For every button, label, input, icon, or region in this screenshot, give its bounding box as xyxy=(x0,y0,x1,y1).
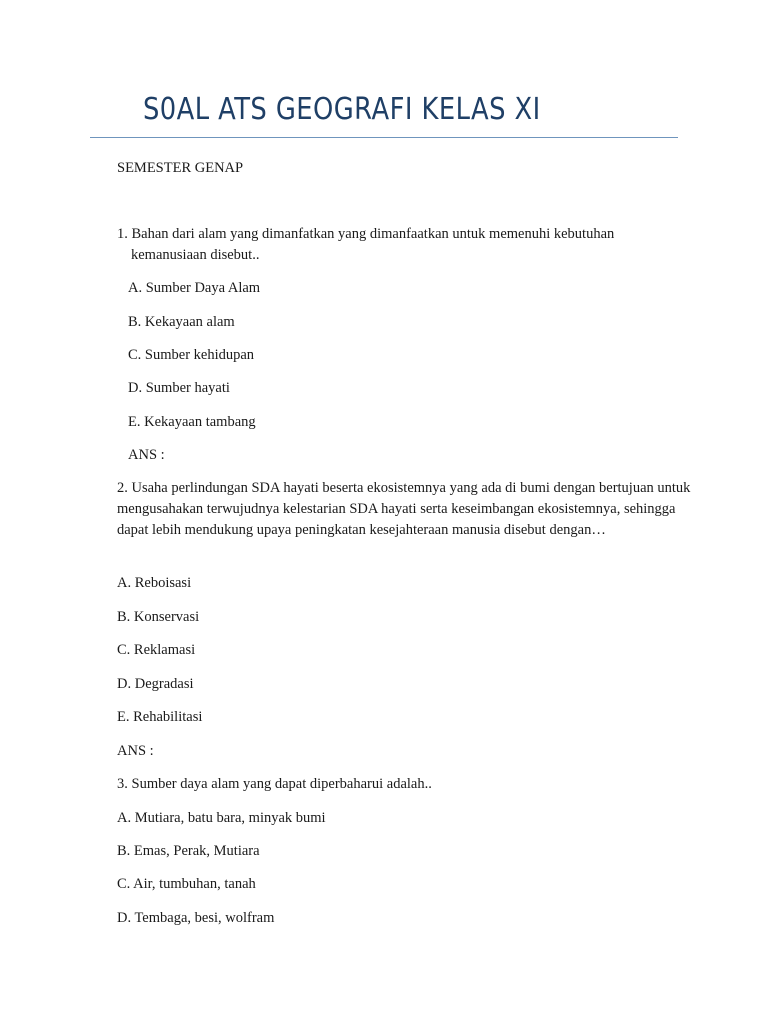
question-1-option-d: D. Sumber hayati xyxy=(128,380,230,396)
question-2-text: 2. Usaha perlindungan SDA hayati beserta ekosistemnya yang ada di bumi dengan bertujuan untuk mengusahakan terwujudnya kelestarian SDA hayati serta keseimbangan ekosistemnya, sehingga dapat lebih mendukung upaya peningkatan kesejahteraan manusia disebut dengan… xyxy=(117,480,691,538)
question-2-option-a: A. Reboisasi xyxy=(117,575,192,591)
question-3-text: 3. Sumber daya alam yang dapat diperbaharui adalah.. xyxy=(117,776,432,792)
question-1-option-c: C. Sumber kehidupan xyxy=(128,347,255,363)
question-1-option-e: E. Kekayaan tambang xyxy=(128,414,256,430)
question-2-option-b: B. Konservasi xyxy=(117,609,200,625)
question-1-text: 1. Bahan dari alam yang dimanfatkan yang dimanfaatkan untuk memenuhi kebutuhan xyxy=(117,226,615,242)
document-title: S0AL ATS GEOGRAFI KELAS XI xyxy=(143,92,541,127)
question-2-option-d: D. Degradasi xyxy=(117,676,194,692)
title-divider xyxy=(90,137,678,138)
question-3-option-d: D. Tembaga, besi, wolfram xyxy=(117,910,275,926)
question-3-option-a: A. Mutiara, batu bara, minyak bumi xyxy=(117,810,326,826)
question-1-answer-label: ANS : xyxy=(128,447,165,463)
question-1-option-b: B. Kekayaan alam xyxy=(128,314,235,330)
question-1-text-cont: kemanusiaan disebut.. xyxy=(131,247,260,263)
question-3-option-b: B. Emas, Perak, Mutiara xyxy=(117,843,260,859)
semester-label: SEMESTER GENAP xyxy=(117,160,244,176)
question-2-option-e: E. Rehabilitasi xyxy=(117,709,203,725)
question-2-option-c: C. Reklamasi xyxy=(117,642,196,658)
question-2-answer-label: ANS : xyxy=(117,743,154,759)
question-1-option-a: A. Sumber Daya Alam xyxy=(128,280,261,296)
question-3-option-c: C. Air, tumbuhan, tanah xyxy=(117,876,256,892)
